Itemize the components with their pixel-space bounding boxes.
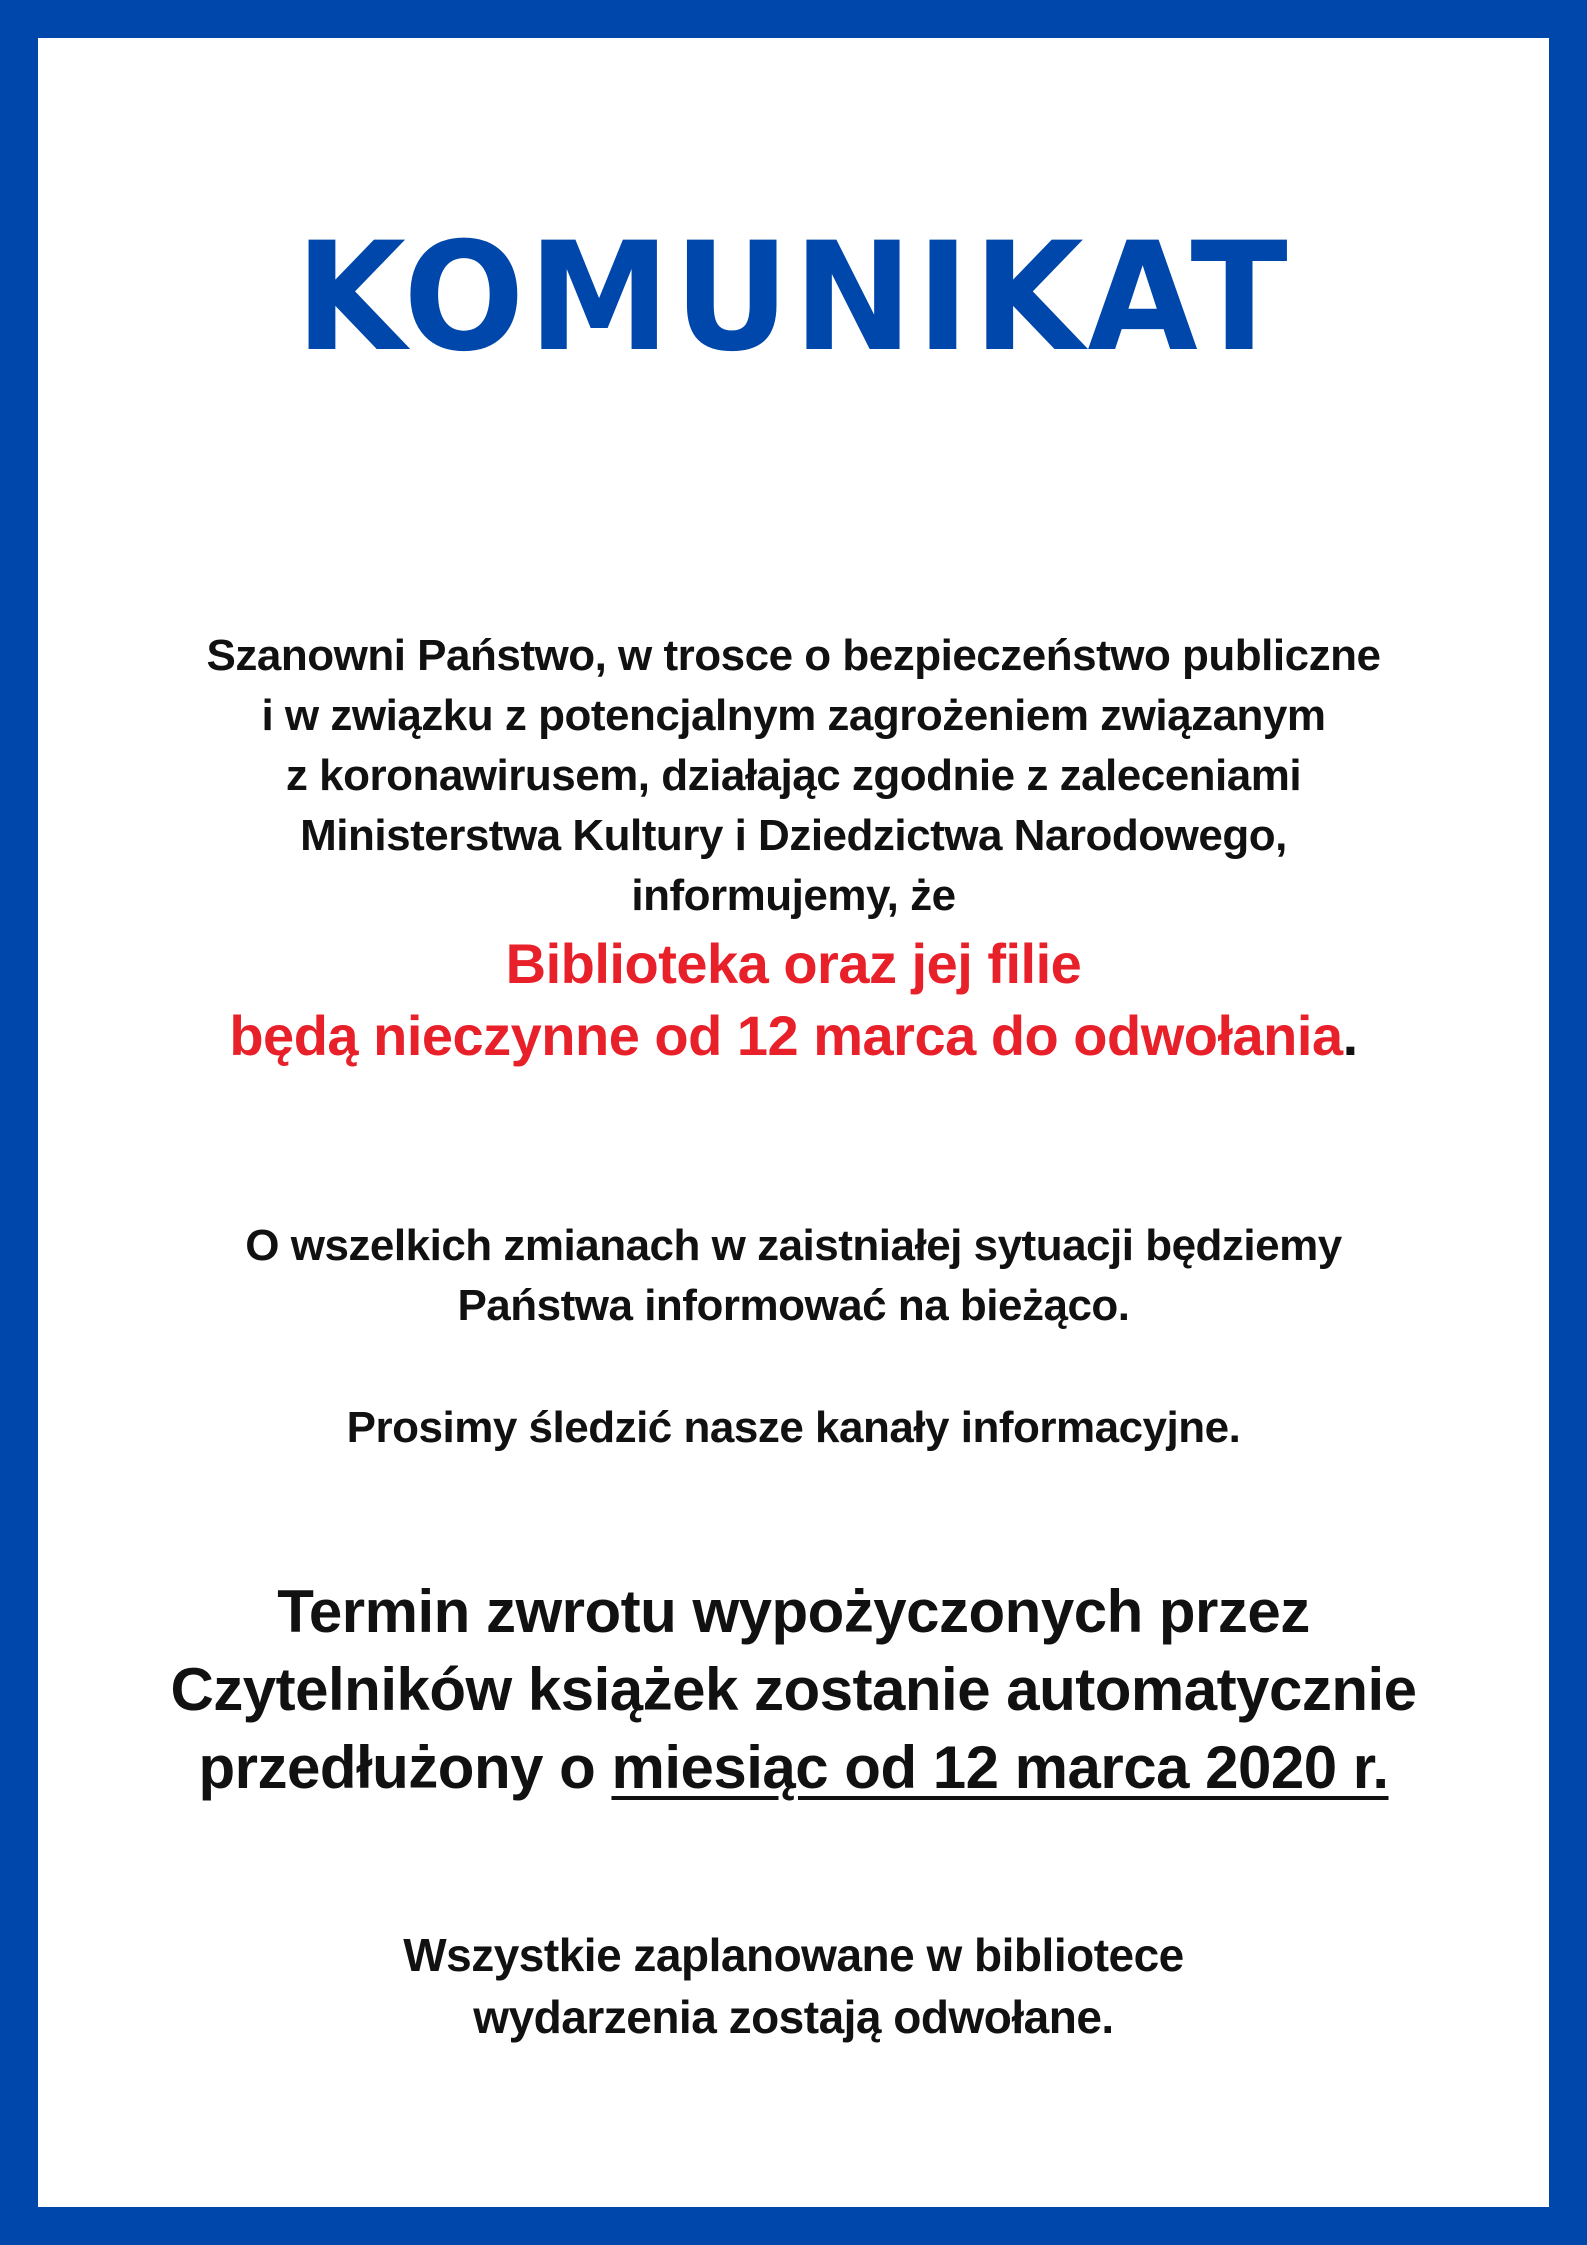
return-paragraph — [78, 1573, 1509, 1807]
notice-title: KOMUNIKAT — [295, 211, 1292, 385]
return-line — [78, 1729, 1509, 1807]
events-line: Wszystkie zaplanowane w bibliotece — [403, 1929, 1184, 1981]
follow-paragraph — [78, 1398, 1509, 1458]
return-line: Termin zwrotu wypożyczonych przez — [277, 1578, 1310, 1645]
closure-line: Biblioteka oraz jej filie — [505, 932, 1082, 995]
changes-line: Państwa informować na bieżąco. — [457, 1281, 1130, 1330]
return-extension: miesiąc od 12 marca 2020 r. — [611, 1734, 1389, 1801]
intro-line: i w związku z potencjalnym zagrożeniem związanym — [261, 691, 1326, 740]
closure-announcement — [78, 928, 1509, 1072]
events-paragraph — [78, 1924, 1509, 2048]
intro-paragraph — [78, 626, 1509, 926]
return-line: Czytelników książek zostanie automatycznie — [170, 1656, 1417, 1723]
events-line: wydarzenia zostają odwołane. — [473, 1991, 1114, 2043]
closure-period: . — [1342, 1004, 1358, 1067]
intro-line: Szanowni Państwo, w trosce o bezpieczeństwo publiczne — [206, 631, 1381, 680]
intro-line: Ministerstwa Kultury i Dziedzictwa Narodowego, — [300, 811, 1287, 860]
closure-text: będą nieczynne od 12 marca do odwołania — [229, 1004, 1343, 1067]
changes-paragraph — [78, 1216, 1509, 1336]
intro-line: z koronawirusem, działając zgodnie z zaleceniami — [285, 751, 1302, 800]
changes-line: O wszelkich zmianach w zaistniałej sytuacji będziemy — [245, 1221, 1342, 1270]
closure-line — [78, 1000, 1509, 1072]
intro-line: informujemy, że — [631, 871, 956, 920]
return-prefix: przedłużony o — [198, 1734, 612, 1801]
follow-line: Prosimy śledzić nasze kanały informacyjne. — [346, 1403, 1241, 1452]
notice-sheet — [38, 38, 1549, 2207]
